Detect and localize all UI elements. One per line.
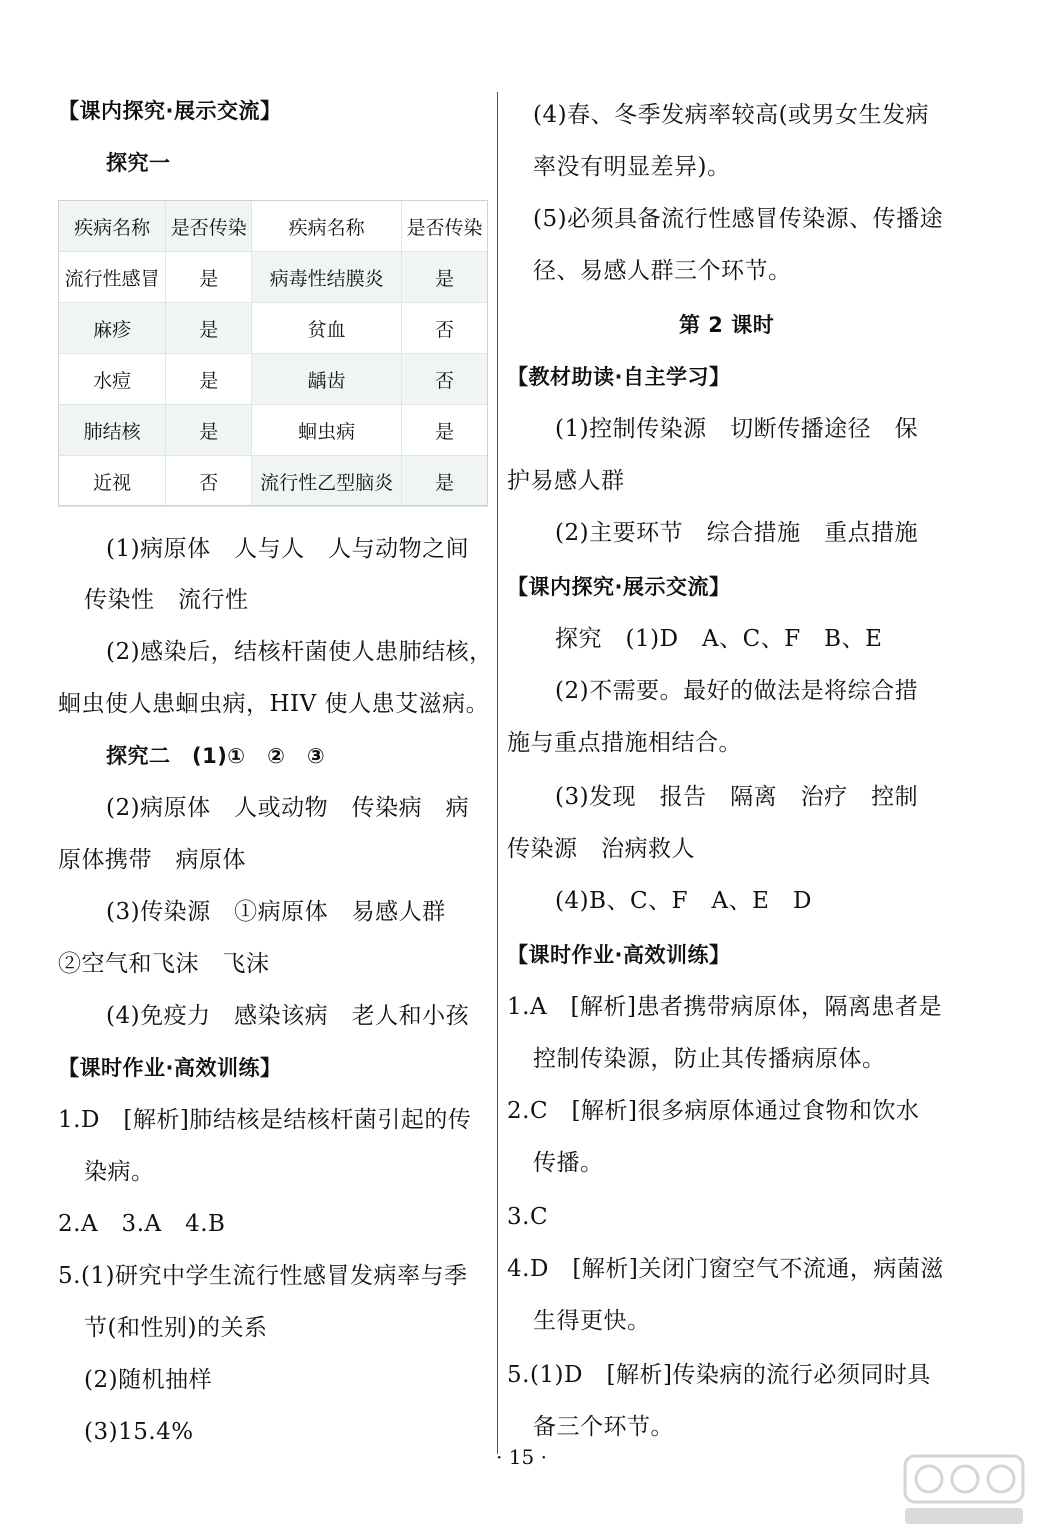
table-cell: 肺结核 [59, 405, 166, 456]
table-row [59, 456, 488, 507]
disease-table [58, 200, 488, 507]
answer-line: 率没有明显差异)。 [533, 154, 731, 180]
answer-line: 生得更快。 [533, 1308, 651, 1334]
table-cell: 否 [401, 303, 487, 354]
table-cell: 蛔虫病 [252, 405, 402, 456]
column-divider [497, 92, 498, 1454]
table-cell: 麻疹 [59, 303, 166, 354]
table-cell: 贫血 [252, 303, 402, 354]
answer-line: (4)B、C、F A、E D [555, 888, 812, 914]
table-cell: 是 [166, 303, 252, 354]
answer-line: 蛔虫使人患蛔虫病，HIV 使人患艾滋病。 [58, 691, 490, 717]
answer-line: 1.A [解析]患者携带病原体，隔离患者是 [507, 994, 943, 1020]
answer-line: 1.D [解析]肺结核是结核杆菌引起的传 [58, 1107, 472, 1133]
answer-line: 径、易感人群三个环节。 [533, 258, 792, 284]
answer-line: (2)不需要。最好的做法是将综合措 [555, 678, 919, 704]
table-cell: 流行性感冒 [59, 252, 166, 303]
answer-line: 施与重点措施相结合。 [507, 730, 742, 756]
answer-line: 传染源 治病救人 [507, 836, 695, 862]
table-cell: 是 [166, 405, 252, 456]
answer-line: 3.C [507, 1204, 549, 1230]
answer-line: (3)发现 报告 隔离 治疗 控制 [555, 784, 919, 810]
answer-line: (1)病原体 人与人 人与动物之间 [106, 536, 470, 562]
answer-line: 4.D [解析]关闭门窗空气不流通，病菌滋 [507, 1256, 944, 1282]
answer-line: (1)控制传染源 切断传播途径 保 [555, 416, 919, 442]
answer-line: 原体携带 病原体 [58, 847, 246, 873]
answer-line: 传播。 [533, 1150, 604, 1176]
table-header-cell: 疾病名称 [59, 201, 166, 252]
table-row [59, 252, 488, 303]
answer-line: 传染性 流行性 [84, 587, 249, 613]
answer-line: 5.(1)D [解析]传染病的流行必须同时具 [507, 1362, 931, 1388]
table-cell: 流行性乙型脑炎 [252, 456, 402, 507]
table-row [59, 303, 488, 354]
table-header-cell: 疾病名称 [252, 201, 402, 252]
section-heading-homework: 【课时作业·高效训练】 [58, 1056, 282, 1080]
section-heading-explore: 【课内探究·展示交流】 [507, 575, 731, 599]
answer-line: (2)病原体 人或动物 传染病 病 [106, 795, 470, 821]
table-cell: 近视 [59, 456, 166, 507]
table-cell: 是 [401, 405, 487, 456]
answer-line: (5)必须具备流行性感冒传染源、传播途 [533, 206, 944, 232]
table-cell: 是 [166, 252, 252, 303]
answer-line: 2.C [解析]很多病原体通过食物和饮水 [507, 1098, 920, 1124]
answer-line: (3)15.4% [84, 1419, 194, 1445]
answer-line: 染病。 [84, 1159, 155, 1185]
table-row [59, 405, 488, 456]
section-heading-homework: 【课时作业·高效训练】 [507, 943, 731, 967]
page-number: · 15 · [496, 1445, 547, 1469]
lesson-two-title: 第 2 课时 [679, 313, 775, 337]
section-heading-reading: 【教材助读·自主学习】 [507, 365, 731, 389]
table-cell: 是 [166, 354, 252, 405]
table-cell: 是 [401, 456, 487, 507]
table-cell: 病毒性结膜炎 [252, 252, 402, 303]
table-cell: 是 [401, 252, 487, 303]
answer-line: 5.(1)研究中学生流行性感冒发病率与季 [58, 1263, 468, 1289]
answer-line: (4)免疫力 感染该病 老人和小孩 [106, 1003, 470, 1029]
table-cell: 否 [401, 354, 487, 405]
answer-line: 护易感人群 [507, 468, 625, 494]
answer-line: 控制传染源，防止其传播病原体。 [533, 1046, 886, 1072]
answer-line: (2)主要环节 综合措施 重点措施 [555, 520, 919, 546]
answer-line: (2)感染后，结核杆菌使人患肺结核， [106, 639, 493, 665]
table-cell: 否 [166, 456, 252, 507]
section-heading-explore: 【课内探究·展示交流】 [58, 99, 282, 123]
table-cell: 龋齿 [252, 354, 402, 405]
table-header-cell: 是否传染 [166, 201, 252, 252]
answer-line: ②空气和飞沫 飞沫 [58, 951, 270, 977]
answer-line: (4)春、冬季发病率较高(或男女生发病 [533, 102, 930, 128]
answer-line: (2)随机抽样 [84, 1367, 213, 1393]
explore-one-heading: 探究一 [106, 151, 171, 175]
table-row [59, 354, 488, 405]
watermark-logo [901, 1450, 1031, 1530]
answer-line: 探究 (1)D A、C、F B、E [555, 626, 883, 652]
answer-line: (3)传染源 ①病原体 易感人群 [106, 899, 446, 925]
answer-line: 节(和性别)的关系 [84, 1315, 268, 1341]
explore-two-heading: 探究二 (1)① ② ③ [106, 744, 326, 768]
table-cell: 水痘 [59, 354, 166, 405]
answer-line: 2.A 3.A 4.B [58, 1211, 226, 1237]
answer-line: 备三个环节。 [533, 1414, 674, 1440]
table-header-row [59, 201, 488, 252]
table-header-cell: 是否传染 [401, 201, 487, 252]
